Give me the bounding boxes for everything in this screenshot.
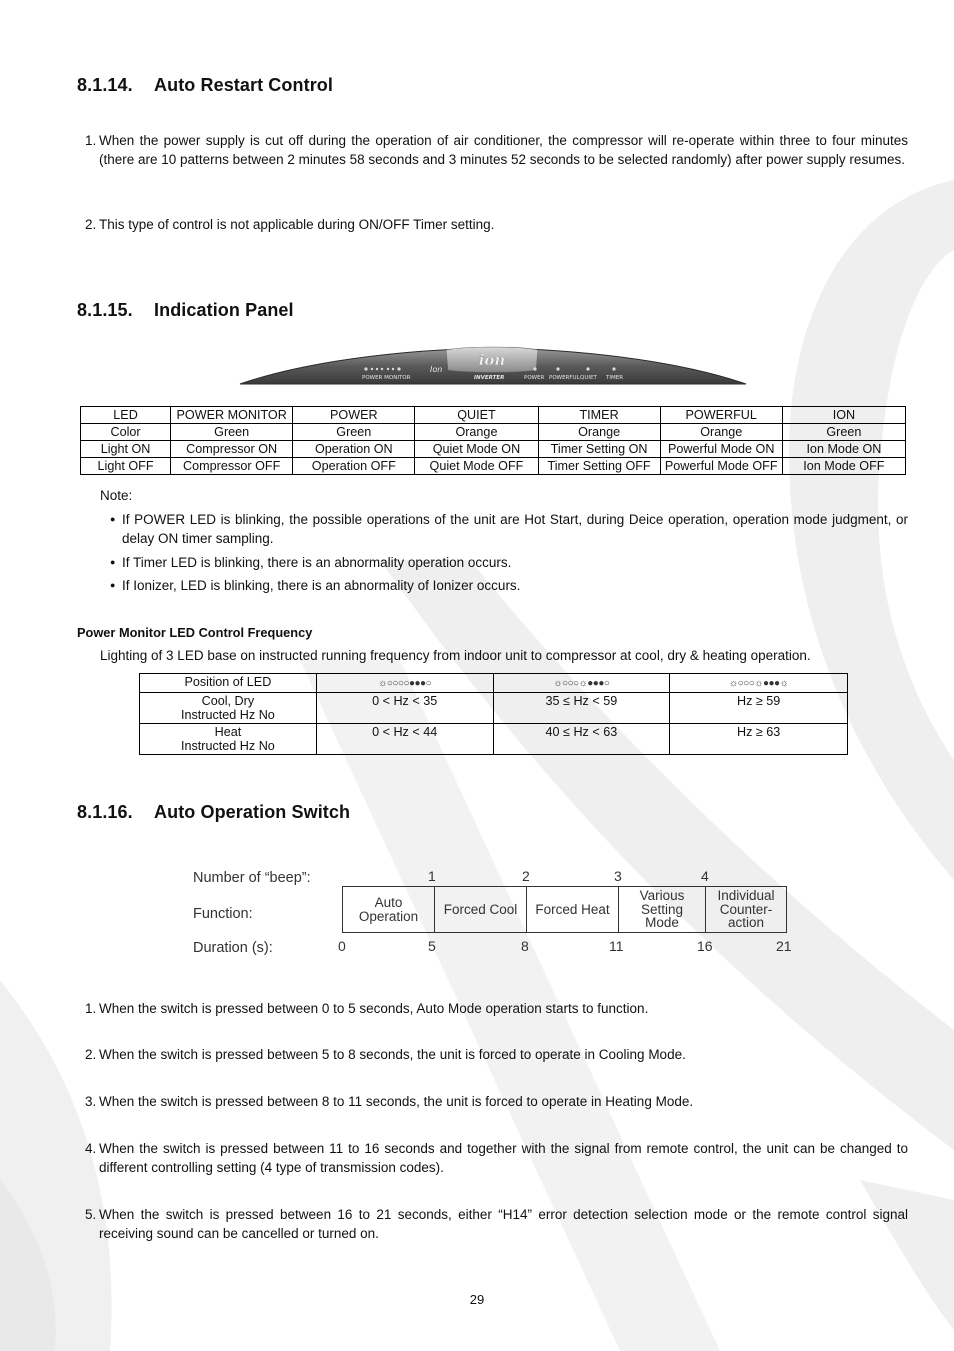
- item-number: 1.: [85, 133, 97, 148]
- table-cell: Operation ON: [293, 441, 415, 458]
- duration-tick: 5: [428, 938, 436, 954]
- function-line: Auto: [374, 895, 403, 910]
- table-cell: 0 < Hz < 44: [316, 724, 493, 755]
- function-line: Counter-: [719, 901, 773, 917]
- item-number: 2.: [85, 1047, 97, 1062]
- beep-count: 3: [614, 868, 622, 884]
- section-title: Auto Restart Control: [154, 75, 333, 95]
- item-number: 3.: [85, 1094, 97, 1109]
- panel-label-power: POWER: [524, 375, 545, 381]
- bullet-icon: ●: [110, 580, 116, 590]
- item-text: When the switch is pressed between 16 to 21 seconds, either “H14” error detection selection mode or the remote control signal receiving sound can be cancelled or turned on.: [99, 1207, 908, 1241]
- list-item: [85, 1092, 908, 1111]
- function-line: Forced Heat: [535, 901, 610, 917]
- beep-count: 4: [701, 868, 709, 884]
- table-cell: Quiet Mode ON: [415, 441, 538, 458]
- table-cell: Operation OFF: [293, 458, 415, 475]
- table-cell: Hz ≥ 63: [670, 724, 848, 755]
- frequency-table: [139, 673, 848, 755]
- section-title: Auto Operation Switch: [154, 802, 351, 822]
- duration-tick: 16: [697, 938, 713, 954]
- note-item: [110, 553, 908, 572]
- table-header-cell: POWER MONITOR: [171, 407, 293, 424]
- function-box-forced-cool: [434, 886, 527, 933]
- table-header-cell: ION: [782, 407, 905, 424]
- table-cell: Powerful Mode ON: [660, 441, 782, 458]
- table-cell: Orange: [660, 424, 782, 441]
- note-item: [110, 576, 908, 595]
- function-line: Mode: [645, 915, 679, 931]
- row-sublabel: Instructed Hz No: [181, 708, 275, 722]
- note-label: Note:: [100, 488, 133, 503]
- table-header-cell: [493, 674, 670, 693]
- item-text: When the switch is pressed between 5 to 8 seconds, the unit is forced to operate in Cooling Mode.: [99, 1047, 686, 1062]
- table-cell: Compressor OFF: [171, 458, 293, 475]
- table-cell: Ion Mode OFF: [782, 458, 905, 475]
- table-header-cell: [316, 674, 493, 693]
- table-header-cell: QUIET: [415, 407, 538, 424]
- duration-tick: 0: [338, 938, 346, 954]
- table-row: [81, 458, 906, 475]
- panel-label-timer: TIMER: [606, 375, 624, 381]
- function-box-forced-heat: [526, 886, 619, 933]
- subheading-power-monitor-frequency: Power Monitor LED Control Frequency: [77, 625, 313, 640]
- led-table: [80, 406, 906, 475]
- table-cell: Orange: [538, 424, 660, 441]
- table-header-cell: [670, 674, 848, 693]
- item-text: When the power supply is cut off during the operation of air conditioner, the compressor will re-operate within three to four minutes (there are 10 patterns between 2 minutes 58 seconds and 3 minutes 52 seconds to be selected randomly) after power supply resumes.: [99, 133, 908, 167]
- table-row: [140, 724, 848, 755]
- item-number: 2.: [85, 217, 97, 232]
- table-header-cell: POWERFUL: [660, 407, 782, 424]
- table-cell: 0 < Hz < 35: [316, 693, 493, 724]
- function-row-label: Function:: [193, 906, 253, 922]
- frequency-intro-text: Lighting of 3 LED base on instructed running frequency from indoor unit to compressor at cool, dry & heating operation.: [100, 648, 811, 663]
- table-cell: Hz ≥ 59: [670, 693, 848, 724]
- table-cell: Light ON: [81, 441, 171, 458]
- table-header-row: [81, 407, 906, 424]
- list-item: [85, 1139, 908, 1177]
- table-header-row: [140, 674, 848, 693]
- table-cell: Compressor ON: [171, 441, 293, 458]
- function-line: Individual: [717, 888, 775, 904]
- section-number: 8.1.16.: [77, 802, 133, 822]
- table-row: [81, 424, 906, 441]
- led-pattern-icon: ☼○○○☼●●●○: [553, 678, 610, 689]
- table-cell: 35 ≤ Hz < 59: [493, 693, 670, 724]
- table-cell: Timer Setting OFF: [538, 458, 660, 475]
- section-number: 8.1.15.: [77, 300, 133, 320]
- bullet-icon: ●: [110, 557, 116, 567]
- function-box-various-setting: [618, 886, 706, 933]
- panel-label-powerful: POWERFUL: [549, 375, 580, 381]
- item-number: 1.: [85, 1001, 97, 1016]
- section-title: Indication Panel: [154, 300, 294, 320]
- list-item: [85, 999, 908, 1018]
- bullet-icon: ●: [110, 514, 116, 524]
- table-cell: 40 ≤ Hz < 63: [493, 724, 670, 755]
- item-number: 5.: [85, 1207, 97, 1222]
- table-cell: [140, 693, 317, 724]
- section-heading-auto-restart: [77, 75, 333, 96]
- row-sublabel: Instructed Hz No: [181, 739, 275, 753]
- table-cell: Orange: [415, 424, 538, 441]
- item-text: This type of control is not applicable during ON/OFF Timer setting.: [99, 217, 495, 232]
- panel-label-power-monitor: POWER MONITOR: [362, 375, 411, 381]
- item-number: 4.: [85, 1141, 97, 1156]
- list-item: [85, 1045, 908, 1064]
- panel-label-ion-logo: Ion: [430, 365, 443, 374]
- table-cell: Green: [782, 424, 905, 441]
- table-cell: Light OFF: [81, 458, 171, 475]
- duration-tick: 21: [776, 938, 792, 954]
- table-cell: Quiet Mode OFF: [415, 458, 538, 475]
- function-line: Forced Cool: [443, 901, 518, 917]
- led-pattern-icon: ☼○○○☼●●●☼: [729, 678, 789, 689]
- row-label: Heat: [214, 725, 242, 739]
- duration-tick: 8: [521, 938, 529, 954]
- page-number: 29: [469, 1292, 485, 1307]
- table-cell: Green: [171, 424, 293, 441]
- table-header-cell: POWER: [293, 407, 415, 424]
- table-header-cell: Position of LED: [140, 674, 317, 693]
- item-text: When the switch is pressed between 8 to 11 seconds, the unit is forced to operate in Heating Mode.: [99, 1094, 694, 1109]
- function-line: Operation: [358, 908, 419, 924]
- section-number: 8.1.14.: [77, 75, 133, 95]
- function-line: action: [727, 915, 764, 931]
- indication-panel-image: [238, 342, 748, 388]
- function-box-individual-counter-action: [705, 886, 787, 933]
- function-line: Setting: [640, 901, 684, 917]
- section-heading-indication-panel: [77, 300, 294, 321]
- function-box-auto: [342, 886, 435, 933]
- list-item: [85, 1205, 908, 1243]
- panel-label-quiet: QUIET: [580, 375, 597, 381]
- panel-label-inverter: INVERTER: [474, 375, 505, 381]
- table-cell: Color: [81, 424, 171, 441]
- led-pattern-icon: ☼○○○○●●●○: [378, 678, 432, 689]
- table-header-cell: LED: [81, 407, 171, 424]
- row-label: Cool, Dry: [201, 694, 255, 708]
- list-item: [85, 131, 908, 169]
- list-item: [85, 215, 908, 234]
- table-header-cell: TIMER: [538, 407, 660, 424]
- panel-big-logo: ion: [478, 351, 506, 369]
- table-cell: Green: [293, 424, 415, 441]
- function-line: Various: [639, 888, 685, 904]
- beep-row-label: Number of “beep”:: [193, 870, 311, 886]
- duration-row-label: Duration (s):: [193, 940, 273, 956]
- section-heading-auto-operation-switch: [77, 802, 350, 823]
- table-cell: Timer Setting ON: [538, 441, 660, 458]
- note-item: [110, 510, 908, 548]
- item-text: When the switch is pressed between 0 to 5 seconds, Auto Mode operation starts to function.: [99, 1001, 649, 1016]
- table-cell: Powerful Mode OFF: [660, 458, 782, 475]
- note-text: If Ionizer, LED is blinking, there is an abnormality of Ionizer occurs.: [122, 578, 521, 593]
- note-text: If Timer LED is blinking, there is an abnormality operation occurs.: [122, 555, 512, 570]
- duration-tick: 11: [609, 938, 624, 954]
- table-row: [140, 693, 848, 724]
- table-cell: [140, 724, 317, 755]
- beep-count: 1: [428, 868, 436, 884]
- table-row: [81, 441, 906, 458]
- note-text: If POWER LED is blinking, the possible operations of the unit are Hot Start, during Deice operation, operation mode judgment, or delay ON timer sampling.: [122, 512, 908, 546]
- beep-count: 2: [522, 868, 530, 884]
- table-cell: Ion Mode ON: [782, 441, 905, 458]
- item-text: When the switch is pressed between 11 to 16 seconds and together with the signal from remote control, the unit can be changed to different controlling setting (4 type of transmission codes).: [99, 1141, 908, 1175]
